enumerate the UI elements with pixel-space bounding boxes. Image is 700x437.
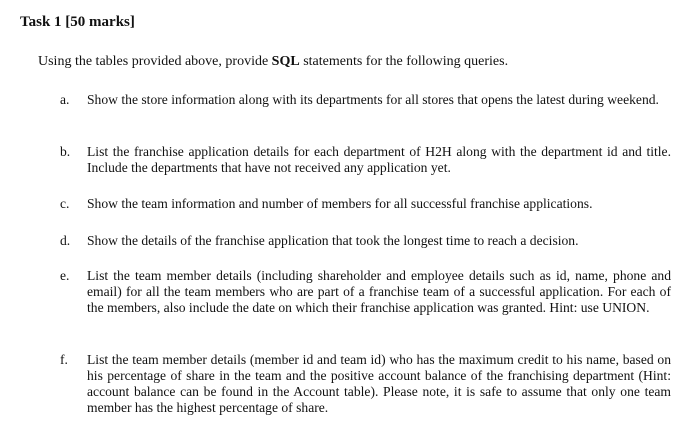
query-marker-b: b.: [60, 144, 71, 159]
query-text-e: List the team member details (including shareholder and employee details such as id, name, phone and email) for all the team members who are part of a franchise team of a successful application. For each of the members, also include the date on which their franchise application was granted. Hint: use UNION.: [87, 268, 671, 315]
query-text-b: List the franchise application details for each department of H2H along with the department id and title. Include the departments that have not received any application yet.: [87, 144, 671, 175]
task-title: Task 1 [50 marks]: [20, 14, 135, 30]
query-text-a: Show the store information along with its departments for all stores that opens the latest during weekend.: [87, 92, 659, 107]
query-marker-f: f.: [60, 352, 68, 367]
query-marker-a: a.: [60, 92, 70, 107]
query-marker-c: c.: [60, 196, 70, 211]
query-marker-e: e.: [60, 268, 70, 283]
query-text-c: Show the team information and number of members for all successful franchise applications.: [87, 196, 593, 211]
query-text-f: List the team member details (member id and team id) who has the maximum credit to his name, based on his percentage of share in the team and the positive account balance of the franchising department (Hint: account balance can be found in the Account table). Please note, it is safe to assume that only one team member has the highest percentage of share.: [87, 352, 671, 415]
task-instructions: [38, 54, 508, 70]
intro-text-start: Using the tables provided above, provide: [38, 54, 272, 69]
intro-bold-sql: SQL: [271, 54, 300, 69]
query-marker-d: d.: [60, 233, 71, 248]
intro-text-end: statements for the following queries.: [299, 54, 509, 69]
query-text-d: Show the details of the franchise application that took the longest time to reach a decision.: [87, 233, 579, 248]
